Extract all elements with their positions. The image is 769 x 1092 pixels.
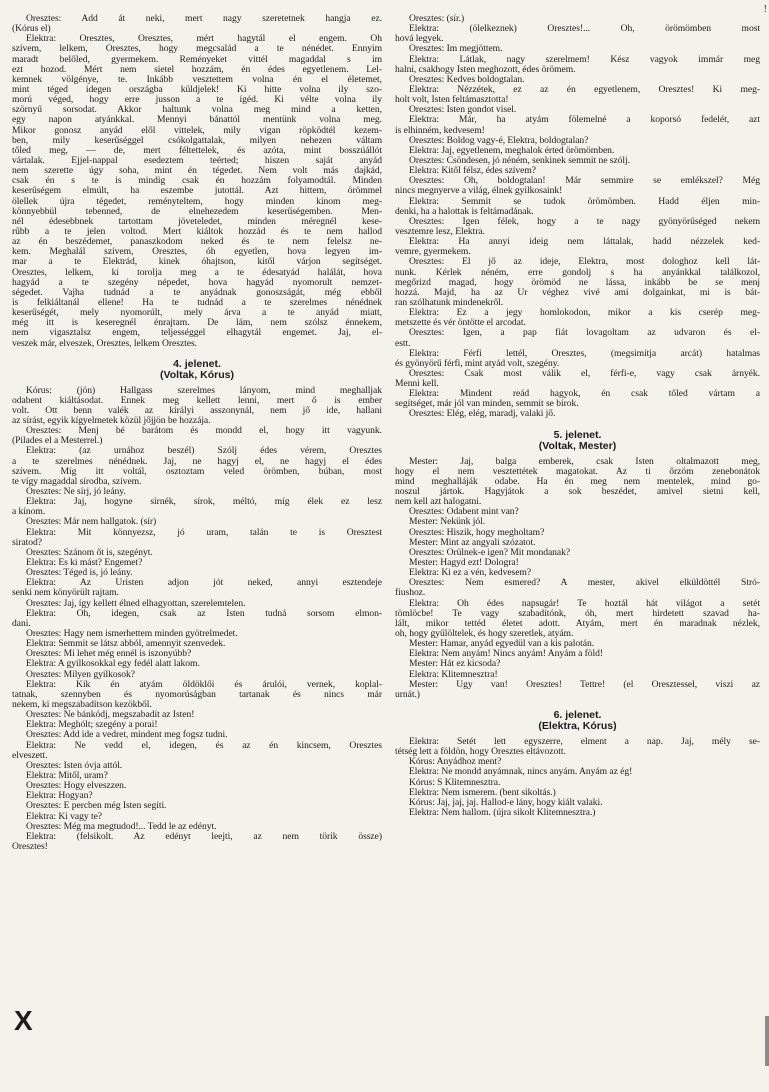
text-line: odabent kiáltásodat. Ennek meg kellett lenni, mert ő is ember [12,395,382,406]
text-line: Elektra: Látlak, nagy szerelmem! Kész vagyok immár meg [409,54,760,65]
text-line: kemnek völgénye, te. Inkább vesztettem volna én el életemet, [12,74,382,85]
text-line: veszek már, elveszek, Oresztes, lelkem Oresztes. [12,338,198,349]
text-line: nunk. Kérlek néném, erre gondolj s ha anyánkkal találkozol, [395,267,760,278]
text-line: Oresztes: Már nem hallgatok. (sír) [26,517,157,528]
text-line: vártalak. Éjjel-nappal esedeztem teérted; hiszen saját anyád [12,155,382,166]
text-line: Oresztes: Mi lehet még ennél is iszonyúbb? [26,649,192,660]
text-line: Oresztes: Isten óvja attól. [26,760,123,771]
text-line: Elektra: Oh édes napsugár! Te hoztál hát világot a setét [409,598,760,609]
text-line: Elektra: És ki mást? Engemet? [26,558,143,569]
scene-heading: (Voltak, Mester) [538,439,617,452]
text-line: Elektra: Már, ha atyám fölemelné a koporsó fedelét, azt [409,115,760,126]
text-line: csak én s te is mindig csak én hozzám folyamodtál. Minden [12,176,382,187]
text-line: Oresztes: Ne bánkódj, megszabadít az Isten! [26,710,195,721]
text-line: Elektra: Setét lett egyszerre, elment a nap. Jaj, mély se- [409,737,760,747]
scene-heading: 4. jelenet. [173,357,221,370]
text-line: noszul jártok. Hagyjátok a sok beszédet, amivel sietni kell, [395,487,760,498]
text-line: még itt is keseregnél énrajtam. De lám, nem szólsz énnekem, [12,318,382,329]
text-line: te vígy magaddal sírodba, szívem. [12,476,142,487]
text-line: volt. Ott benn valék az királyi asszonynál, nem jő ide, hallani [12,405,382,416]
scene-heading: 6. jelenet. [553,709,602,721]
text-line: Elektra: (ölelkeznek) Oresztes!... Oh, örömömben most [409,24,760,35]
text-line: Oresztes: Elég, elég, maradj, valaki jő. [409,409,556,420]
text-line: Oresztes: Oh, boldogtalan! Már semmire se emlékszel? Még [409,176,760,187]
text-line: kem. Meghalál szívem, Oresztes, óh egyetlen, hova legyen im- [12,247,382,258]
text-line: Elektra: Meghólt; szegény a porai! [26,720,158,731]
text-line: ségedet. Vajha tudnád a te anyádnak gonoszságát, még ebből [12,287,382,298]
text-line: Mester: Hagyd ezt! Dologra! [409,558,519,569]
right-column [395,14,760,818]
text-line: holt volt, Isten feltámasztotta! [395,95,509,106]
text-line: Elektra: Klitemnesztra! [409,669,498,680]
text-line: Kórus: Anyádhoz ment? [409,757,502,768]
text-line: siratod? [12,537,42,548]
text-line: megőrizd magad, hogy örömöd ne lássa, inkább be se menj [395,277,760,288]
text-line: Elektra: Oresztes, Oresztes, mért hagytál el engem. Óh [26,34,382,45]
text-line: Elektra: Semmit se tudok örömömben. Hadd éljen min- [409,196,760,207]
text-line: Oresztes: Hiszik, hogy megholtam? [409,527,545,538]
text-line: Oresztes: Csak most válik el, férfi-e, vagy csak árnyék. [409,368,760,379]
text-line: Oresztes: Milyen gyilkosok? [26,669,135,680]
text-line: tőled meg, — de, mert féltettelek, és azóta, mint bosszúállót [12,145,382,156]
text-line: Oresztes: Igen félek, hogy a te nagy gyönyörűséged nekem [409,216,760,227]
text-line: hagyád a te szegény népedet, hova hagyád nyomorult nemzet- [12,277,382,288]
text-line: Elektra: Jaj, egyetlenem, meghalok érted örömömben. [409,145,615,156]
text-line: Mikor gonosz anyád elől vittelek, mily vígan röpködtél kezem- [12,125,382,136]
text-line: (Kórus el) [12,24,51,35]
text-line: Elektra: Kitől félsz, édes szívem? [409,166,536,177]
text-line: (Pilades el a Mesterrel.) [12,436,103,447]
text-line: ben, mily keserűséggel csókolgattalak, milyen nehezen váltam [12,135,382,146]
text-line: Oresztes: El jő az ideje, Elektra, most dologhoz kell lát- [409,257,760,268]
text-line: Elektra: Ne vedd el, idegen, és az én kincsem, Oresztes [26,740,382,751]
text-line: Oresztes: Kedves boldogtalan. [409,74,525,85]
text-line: az én beszédemet, panaszkodom neked és te nem felelsz ne- [12,237,382,248]
text-line: nincs megnyerve a világ, élnek gyilkosaink! [395,186,563,197]
text-line: Oresztes: Nem esmered? A mester, akivel elküldöttél Stró- [409,578,760,589]
text-line: szívem. Míg itt voltál, osztoztam veled örömben, búban, most [12,466,382,477]
text-line: Oresztes: Szánom őt is, szegényt. [26,547,153,558]
text-line: egy napon atyánkkal. Mennyi bánattól mentünk volna meg. [12,115,382,126]
text-line: Oresztes: Ím megjöttem. [409,44,503,55]
text-line: Oresztes: Ne sírj, jó leány. [26,487,126,498]
edge-shadow [765,1016,769,1066]
text-line: ezt hozod. Mért nem sietel hozzám, én édes egyetlenem. Lel- [12,64,382,75]
text-line: Oresztes: E percben még Isten segíti. [26,801,167,812]
text-line: nem vigasztalsz engem, teljességgel elhagytál engemet. Jaj, el- [12,328,382,339]
edge-mark: ! [763,4,767,15]
text-line: Elektra: Nem hallom. (újra sikolt Klitemnesztra.) [409,807,596,818]
scene-heading: 5. jelenet. [553,428,602,441]
text-line: szívem, lelkem, Oresztes, hogy megcsalád a te nénédet. Ennyim [12,44,382,55]
text-line: senki nem könyörült rajtam. [12,588,119,599]
text-line: Oresztes: Igen, a pap fiát lovagoltam az udvaron és el- [409,328,760,339]
text-line: elveszett. [12,750,48,761]
text-line: lált, mikor tettéd életet adott. Atyám, mert én maradnak nézlek, [395,618,760,629]
text-line: Elektra: Férfi lettél, Oresztes, (megsimítja arcát) hatalmas [409,348,760,359]
text-line: vesztemre lesz, Elektra. [395,226,485,237]
text-line: Oresztes: Téged is, jó leány. [26,568,133,579]
text-line: mar a te Elektrád, kinek óhajtson, kitől várjon segítséget. [12,257,382,268]
text-line: estt. [395,338,411,349]
text-line: Elektra: Hogyan? [26,791,93,802]
text-line: Elektra: Nem ismerem. (bent sikoltás.) [409,787,556,798]
text-line: Oresztes: Csöndesen, jó néném, senkinek semmit ne szólj. [409,155,631,166]
text-line: Elektra: Oh, idegen, csak az Isten tudná sorsom elmon- [26,608,382,619]
text-line: keserűségem elmúlt, ha eszembe jutottál. Azt hittem, örömmel [12,186,382,197]
left-column [12,14,382,852]
text-line: Oresztes: Isten gondot visel. [409,105,517,116]
text-line: Menni kell. [395,379,439,390]
text-line: Oresztes: Hogy elveszzen. [26,781,127,792]
text-line: morú véged, hogy erre jusson a te ígéd. Ki vélte volna ily [12,95,382,106]
text-line: az sírást, egyik kígyelmetek közül jőjjön be hozzája. [12,416,211,427]
text-line: Mester: Jaj, balga emberek, csak Isten oltalmazott meg, [409,456,760,467]
text-line: Elektra: A gyilkosokkal egy fedél alatt lakom. [26,659,200,670]
text-line: metszette és vér öntötte el arcodat. [395,318,526,329]
text-line: Elektra: Mindent reád hagyok, én csak tőled vártam a [409,389,760,400]
text-line: tömlöcbe! Te vagy szabadítónk, óh, mert hirdetett szavad ha- [395,608,760,619]
text-line: nekem, ki megszabadítson kezökből. [12,700,152,710]
text-line: Mester: Mint az angyali szózatot. [409,537,536,548]
text-line: maradt belőled, gyermekem. Reményeket vittél magaddal s im [12,54,382,65]
text-line: Oresztes: Hagy nem ismerhettem minden gyötrelmedet. [26,629,238,640]
text-line: Oresztes: Még ma megtudod!... Tedd le az edényt. [26,821,217,832]
text-line: Elektra: Jaj, hogyne sírnék, sírok, méltó, míg élek ez lesz [26,497,382,508]
text-line: Elektra: Mit könnyezsz, jó uram, talán te is Oresztest [26,527,382,538]
text-line: ölellek újra tégedet, reményteltem, hogy minden kínom meg- [12,196,382,207]
text-line: Mester: Úgy van! Oresztes! Tettre! (el Oresztessel, viszi az [409,679,760,690]
text-line: is felkiáltanál ellene! Ha te tudnád a te szerelmes nénédnek [12,297,382,308]
text-line: is elhinném, kedvesem! [395,125,485,136]
text-line: könnyebbül tebenned, de elnehezedem keserűségemben. Men- [12,206,382,217]
text-line: Elektra: Ki ez a vén, kedvesem? [409,568,532,579]
text-line: hogy el nem vesztettétek magatokat. Az ti őrzöm zenebonátok [395,466,760,477]
text-line: hozzá. Majd, ha az Úr véghez vivé ami dolgainkat, mi is bát- [395,287,760,298]
text-line: Oresztes: Jaj, így kellett élned elhagyottan, szerelemtelen. [26,598,246,609]
text-line: Kórus: Jaj, jaj, jaj. Hallod-e lány, hogy kiált valaki. [409,797,603,808]
text-line: rűbb a te jelen voltod. Mert kiáltok hozzád és te nem hallod [12,226,382,237]
text-line: Oresztes, lelkem, ki torolja meg a te édesatyád halálát, hova [12,267,382,278]
text-line: Oresztes: Add ide a vedret, mindent meg fogsz tudni. [26,730,228,741]
text-line: Elektra: Nem anyám! Nincs anyám! Anyám a föld! [409,649,604,660]
text-line: Mester: Hamar, anyád egyedül van a kis palotán. [409,639,595,650]
text-line: Oresztes: Boldog vagy-é, Elektra, boldogtalan? [409,135,589,146]
text-line: keserűségét, mely nyomorúlt, mely árva a te anyád miatt, [12,308,382,319]
text-line: mind meghalláják odabe. Ha én meg nem mentelek, mind go- [395,476,760,487]
text-line: Oresztes: (sír.) [409,14,465,24]
scene-heading: (Elektra, Kórus) [538,720,617,732]
text-line: Oresztes: Menj bé barátom és mondd el, hogy itt vagyunk. [26,426,382,437]
text-line: tatnak, szennyben és nyomorúságban tartanak és nincs már [12,689,382,700]
text-line: Elektra: Az Úristen adjon jót neked, annyi esztendeje [26,578,382,589]
page-folio: X [14,1005,33,1036]
text-line: tétség lett a földön, hogy Oresztes eltávozott. [395,747,566,758]
text-line: Mester: Nekünk jól. [409,517,486,528]
text-line: Elektra: Mitől, uram? [26,770,108,781]
text-line: Oresztes: Örülnek-e igen? Mit mondanak? [409,547,571,558]
text-line: nem szerette úgy soha, mint én tégedet. Nem volt más dajkád, [12,166,382,177]
text-line: Elektra: Ne mondd anyámnak, nincs anyám. Anyám az ég! [409,767,633,778]
text-line: szörnyű sorsodat. Akkor haltunk volna meg mind a ketten, [12,105,382,116]
text-line: Oresztes: Odabent mint van? [409,507,519,518]
text-line: Elektra: Semmit se látsz abból, amennyit szenvedek. [26,639,226,650]
text-line: hová legyek. [395,34,444,45]
text-line: Kórus: (jön) Hallgass szerelmes lányom, mind meghalljak [26,385,382,396]
text-line: Elektra: Ki vagy te? [26,811,102,822]
scene-heading: (Voltak, Kórus) [160,368,234,381]
text-line: vemre, gyermekem. [395,247,471,258]
text-line: fiushoz. [395,588,426,599]
text-line: a kínom. [12,507,46,518]
text-line: halni, csakhogy Isten meghozott, édes örömem. [395,64,576,75]
text-line: Elektra: Kik én atyám öldöklői és árulói, vernek, koplal- [26,679,382,690]
text-line: Elektra: (az urnához beszél) Szólj édes vérem, Oresztes [26,446,382,457]
text-line: és gyönyörű férfi, mint atyád volt, szegény. [395,358,560,369]
text-line: Elektra: Ha annyi ideig nem láttalak, hadd nézzelek ked- [409,237,760,248]
text-line: mint téged idegen országba küldjelek! Ki hitte volna ily szo- [12,84,382,95]
text-line: Oresztes! [12,841,48,852]
text-line: dani. [12,618,31,629]
text-line: Elektra: Nézzétek, ez az én egyetlenem, Oresztes! Ki meg- [409,84,760,95]
text-line: ran szólhatunk mindenekről. [395,297,504,308]
text-line: urnát.) [395,689,420,700]
text-line: Elektra: Ez a jegy homlokodon, mikor a kis cserép meg- [409,308,760,319]
text-line: denki, ha a halottak is feltámadának. [395,206,534,217]
text-line: a te szerelmes nénédnek. Jaj, ne hagyj el, ne hagyj el édes [12,456,382,467]
text-line: Elektra: (felsikolt. Az edényt leejti, az nem törik össze) [26,831,382,842]
text-line: Oresztes: Add át neki, mert nagy szeretetnek hangja ez. [26,14,382,24]
text-line: segítséget, már jól van minden, semmit se bírok. [395,399,579,410]
text-line: nem kell azt halogatni. [395,497,482,508]
text-line: Kórus: S Klitemnesztra. [409,777,501,788]
text-line: nél édesebbnek tartottam jöveteledet, minden méregnél kese- [12,216,382,227]
text-line: Mester: Hát ez kicsoda? [409,659,501,670]
text-line: oh, hogy gyűlöltelek, és hogy szeretlek, atyám. [395,629,574,640]
